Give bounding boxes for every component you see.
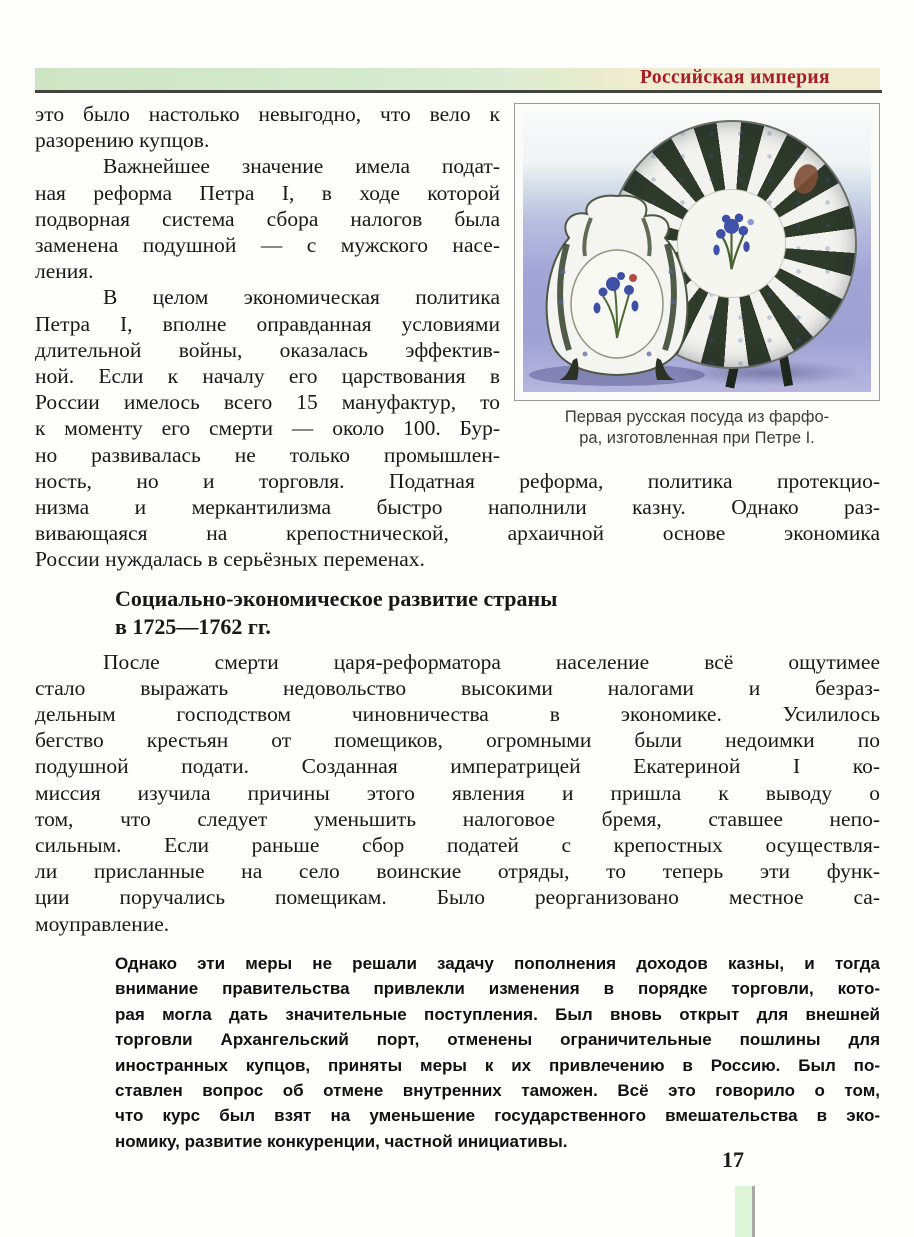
text-line: в 1725—1762 гг. <box>115 613 271 639</box>
header-rule <box>35 90 882 93</box>
text-line: ции поручались помещикам. Было реорганизовано местное са- <box>35 885 880 910</box>
text-line: После смерти царя-реформатора население всё ощутимее <box>103 649 880 674</box>
text-line: ления. <box>35 259 94 284</box>
text-line: рая могла дать значительные поступления. Был вновь открыт для внешней <box>115 1004 880 1024</box>
info-block <box>35 951 880 1154</box>
decorative-green-strip <box>735 1186 755 1237</box>
paragraph-4 <box>35 649 880 937</box>
text-line: стало выражать недовольство высокими налогами и безраз- <box>35 675 880 700</box>
text-line: моуправление. <box>35 911 170 936</box>
page-number: 17 <box>722 1147 744 1172</box>
text-line: дельным господством чиновничества в экономике. Усилилось <box>35 702 880 727</box>
text-line: ра, изготовленная при Петре I. <box>579 429 815 447</box>
text-line: иностранных купцов, приняты меры к их привлечению в Россию. Был по- <box>115 1055 880 1075</box>
text-line: что курс был взят на уменьшение государственного вмешательства в эко- <box>115 1106 880 1126</box>
text-line: внимание правительства привлекли изменения в порядке торговли, кото- <box>115 979 880 999</box>
text-line: сильным. Если раньше сбор податей с крепостных осуществля- <box>35 833 880 858</box>
text-line: бегство крестьян от помещиков, огромными были недоимки по <box>35 728 880 753</box>
text-line: ность, но и торговля. Податная реформа, политика протекцио- <box>35 468 880 493</box>
text-line: заменена подушной — с мужского насе- <box>35 233 500 258</box>
text-line: России нуждалась в серьёзных переменах. <box>35 547 425 572</box>
text-line: Важнейшее значение имела подат- <box>103 154 500 179</box>
text-line: ставлен вопрос об отмене внутренних таможен. Всё это говорило о том, <box>115 1080 880 1100</box>
section-heading <box>115 585 880 641</box>
text-line: но развивалась не только промышлен- <box>35 442 500 467</box>
text-line: вивающаяся на крепостнической, архаичной основе экономика <box>35 521 880 546</box>
text-line: Социально-экономическое развитие страны <box>115 585 558 611</box>
text-line: торговли Архангельский порт, отменены ограничительные пошлины для <box>115 1030 880 1050</box>
text-line: России имелось всего 15 мануфактур, то <box>35 390 500 415</box>
text-line: миссия изучила причины этого явления и пришла к выводу о <box>35 780 880 805</box>
running-head: Российская империя <box>640 67 830 88</box>
text-line: ной. Если к началу его царствования в <box>35 364 500 389</box>
text-line: разорению купцов. <box>35 128 210 153</box>
text-line: подворная система сбора налогов была <box>35 206 500 231</box>
photo-frame <box>514 103 880 401</box>
text-line: ли присланные на село воинские отряды, то теперь эти функ- <box>35 859 880 884</box>
figure-porcelain <box>514 103 880 449</box>
text-line: Петра I, вполне оправданная условиями <box>35 311 500 336</box>
text-line: к моменту его смерти — около 100. Бур- <box>35 416 500 441</box>
text-line: ная реформа Петра I, в ходе которой <box>35 180 500 205</box>
text-line: том, что следует уменьшить налоговое бремя, ставшее непо- <box>35 806 880 831</box>
text-line: Первая русская посуда из фарфо- <box>564 408 830 426</box>
porcelain-photo <box>523 112 871 392</box>
text-line: это было настолько невыгодно, что вело к <box>35 102 500 126</box>
text-line: низма и меркантилизма быстро наполнили казну. Однако раз- <box>35 495 880 520</box>
porcelain-teapot <box>525 192 710 387</box>
text-line: номику, развитие конкуренции, частной инициативы. <box>115 1131 568 1151</box>
text-line: подушной подати. Созданная императрицей Екатериной I ко- <box>35 754 880 779</box>
figure-caption <box>514 407 880 449</box>
text-line: Однако эти меры не решали задачу пополнения доходов казны, и тогда <box>115 953 880 973</box>
text-line: В целом экономическая политика <box>103 285 500 310</box>
page-body <box>35 101 880 1154</box>
text-line: длительной войны, оказалась эффектив- <box>35 337 500 362</box>
